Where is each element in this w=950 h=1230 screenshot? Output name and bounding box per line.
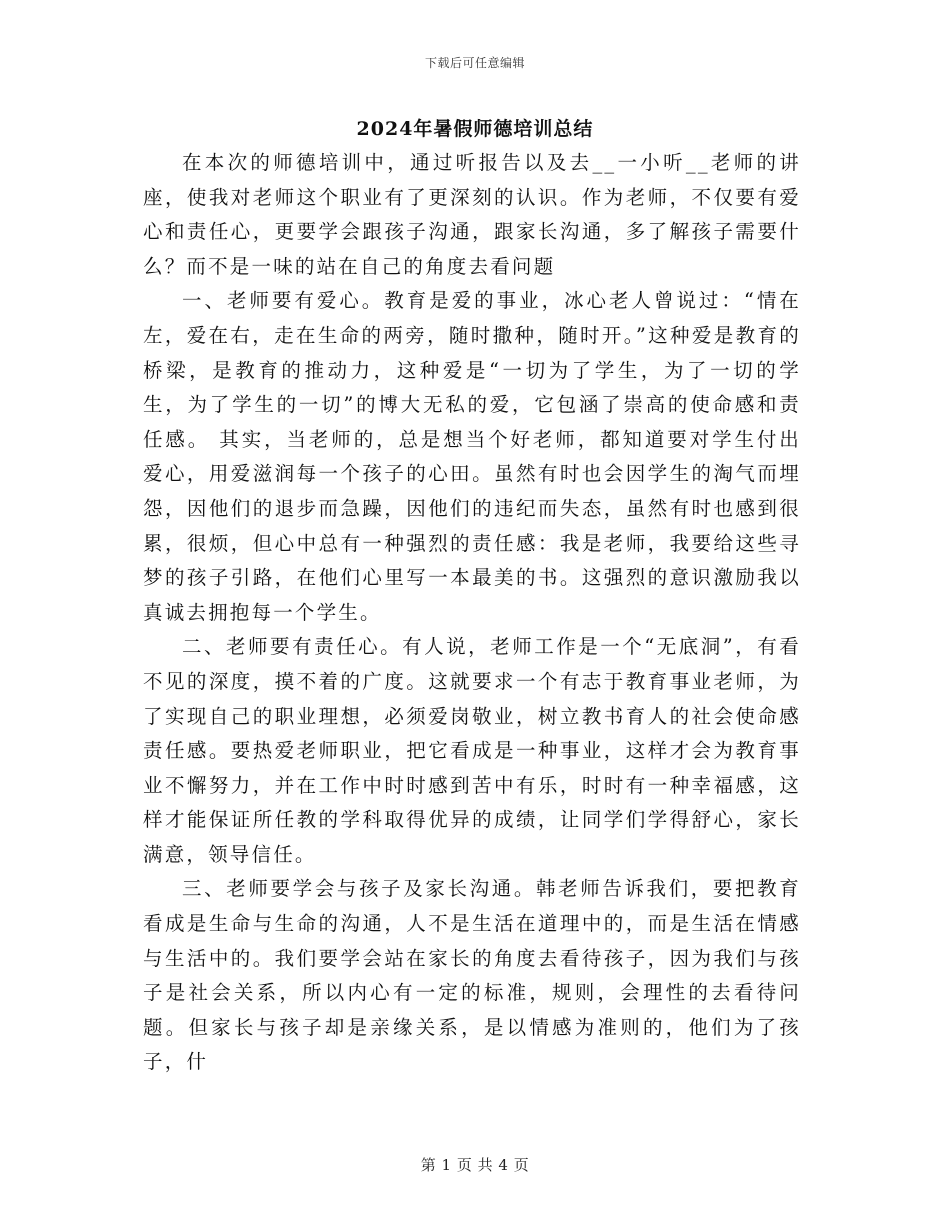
paragraph-responsibility: 二、老师要有责任心。有人说，老师工作是一个“无底洞”，有看不见的深度，摸不着的广度。这就要求一个有志于教育事业老师，为了实现自己的职业理想，必须爱岗敬业，树立教书育人的社会使命感责任感。要热爱老师职业，把它看成是一种事业，这样才会为教育事业不懈努力，并在工作中时时感到苦中有乐，时时有一种幸福感，这样才能保证所任教的学科取得优异的成绩，让同学们学得舒心，家长满意，领导信任。	[143, 635, 801, 866]
document-title: 2024年暑假师德培训总结	[356, 118, 594, 140]
document-body	[143, 146, 801, 1080]
header-note: 下载后可任意编辑	[424, 56, 525, 70]
page-number: 第 1 页 共 4 页	[420, 1156, 530, 1174]
paragraph-love: 一、老师要有爱心。教育是爱的事业，冰心老人曾说过：“情在左，爱在右，走在生命的两旁，随时撒种，随时开。”这种爱是教育的桥梁，是教育的推动力，这种爱是“一切为了学生，为了一切的学生，为了学生的一切”的博大无私的爱，它包涵了崇高的使命感和责任感。 其实，当老师的，总是想当个好老师，都知道要对学生付出爱心，用爱滋润每一个孩子的心田。虽然有时也会因学生的淘气而埋怨，因他们的退步而急躁，因他们的违纪而失态，虽然有时也感到很累，很烦，但心中总有一种强烈的责任感：我是老师，我要给这些寻梦的孩子引路，在他们心里写一本最美的书。这强烈的意识激励我以真诚去拥抱每一个学生。	[143, 289, 801, 624]
paragraph-intro: 在本次的师德培训中，通过听报告以及去__一小听__老师的讲座，使我对老师这个职业有了更深刻的认识。作为老师，不仅要有爱心和责任心，更要学会跟孩子沟通，跟家长沟通，多了解孩子需要什么？而不是一味的站在自己的角度去看问题	[143, 151, 801, 278]
paragraph-communication: 三、老师要学会与孩子及家长沟通。韩老师告诉我们，要把教育看成是生命与生命的沟通，人不是生活在道理中的，而是生活在情感与生活中的。我们要学会站在家长的角度去看待孩子，因为我们与孩子是社会关系，所以内心有一定的标准，规则，会理性的去看待问题。但家长与孩子却是亲缘关系，是以情感为准则的，他们为了孩子，什	[143, 877, 801, 1074]
